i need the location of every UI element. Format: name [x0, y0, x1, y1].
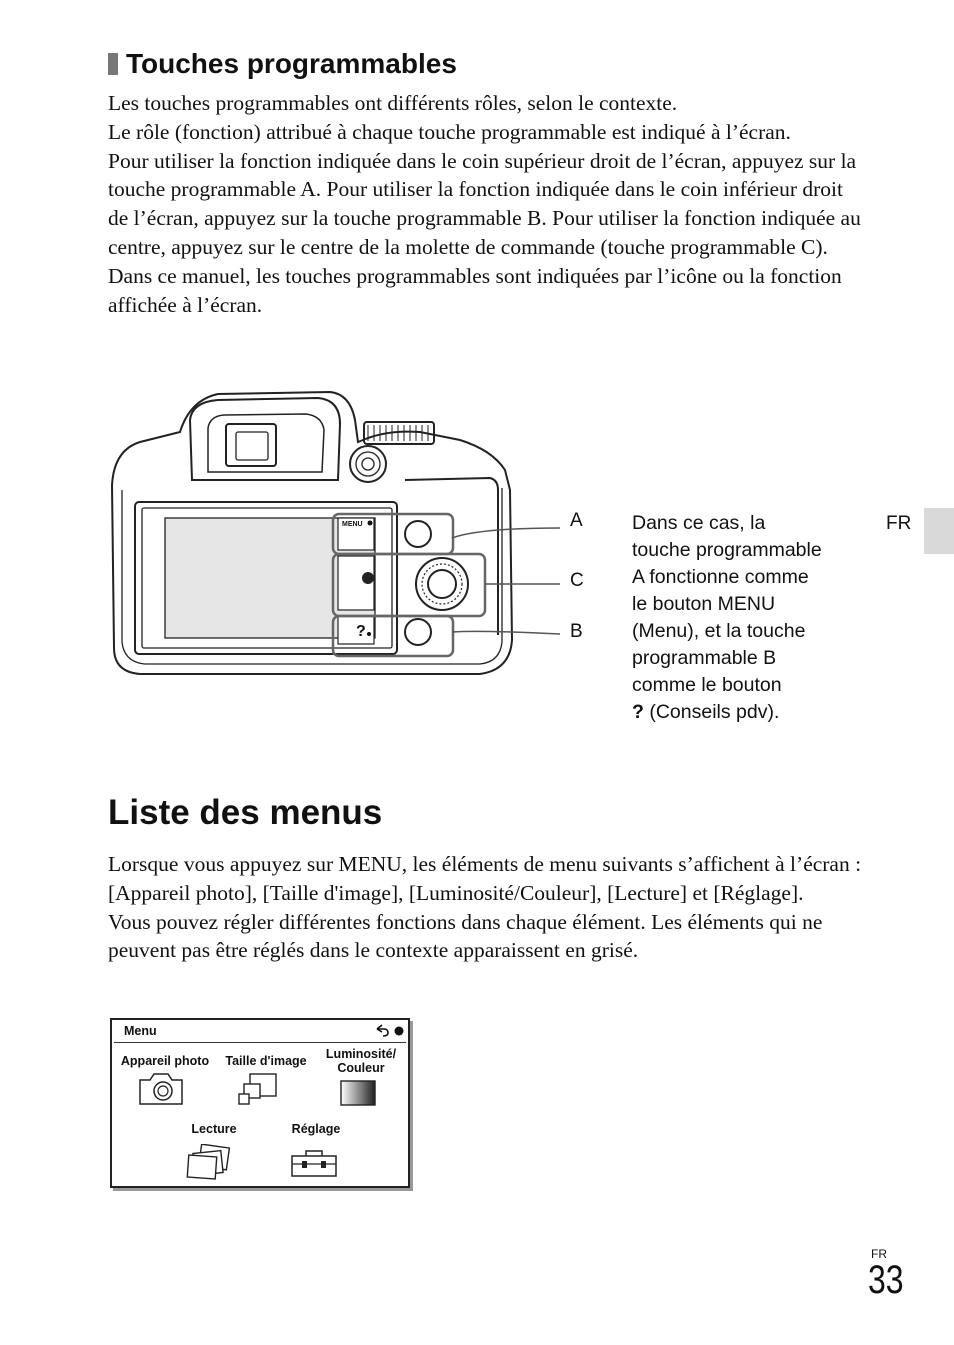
- camera-icon: [138, 1070, 186, 1108]
- callout-line-last: [632, 699, 872, 726]
- menu-item-luminosite-line2: Couleur: [337, 1061, 385, 1075]
- callout-last-text: (Conseils pdv).: [643, 701, 780, 723]
- label-b: B: [570, 621, 583, 642]
- menu-item-appareil-photo: Appareil photo: [120, 1054, 210, 1068]
- menu-screen-title: Menu: [124, 1024, 157, 1038]
- callout-line: (Menu), et la touche: [632, 620, 806, 642]
- footer-lang: FR: [871, 1247, 887, 1261]
- back-icon: [374, 1023, 406, 1039]
- intro-paragraph-2: Le rôle (fonction) attribué à chaque touche programmable est indiqué à l’écran.: [108, 119, 791, 144]
- callout-line: A fonctionne comme: [632, 566, 809, 588]
- toolbox-icon: [290, 1148, 340, 1178]
- menu-divider: [114, 1042, 406, 1043]
- image-size-icon: [238, 1072, 278, 1108]
- language-tab-label: FR: [886, 513, 912, 534]
- callout-line: programmable B: [632, 647, 777, 669]
- heading-marker: [108, 53, 118, 75]
- section-title: Touches programmables: [126, 48, 457, 79]
- menus-text: [108, 850, 868, 965]
- language-tab: [924, 508, 954, 554]
- intro-paragraph-3: Pour utiliser la fonction indiquée dans le coin supérieur droit de l’écran, appuyez sur la touche programmable A. Pour utiliser la fonction indiquée dans le coin inférieur droit de l’écran, appuyez sur la touche programmable B. Pour utiliser la fonction indiquée au centre, appuyez sur le centre de la molette de commande (touche programmable C).: [108, 148, 861, 259]
- menu-item-luminosite: [317, 1047, 405, 1075]
- menu-item-taille-image: Taille d'image: [225, 1054, 307, 1068]
- callout-line: le bouton MENU: [632, 593, 776, 615]
- section-heading: [108, 48, 457, 80]
- menus-paragraph-2: Vous pouvez régler différentes fonctions dans chaque élément. Les éléments qui ne peuvent pas être réglés dans le contexte apparaissent en grisé.: [108, 909, 823, 963]
- help-icon: ?: [632, 701, 644, 723]
- menu-item-luminosite-line1: Luminosité/: [325, 1047, 397, 1061]
- page-number: 33: [868, 1258, 904, 1302]
- menu-screen-illustration: [110, 1018, 410, 1188]
- screen-menu-label: MENU: [342, 521, 363, 528]
- label-c: C: [570, 570, 584, 591]
- intro-paragraph-1: Les touches programmables ont différents rôles, selon le contexte.: [108, 91, 678, 115]
- label-a: A: [570, 510, 583, 531]
- intro-text: [108, 89, 868, 319]
- callout-line: comme le bouton: [632, 674, 782, 696]
- playback-icon: [186, 1144, 242, 1180]
- menu-item-reglage: Réglage: [291, 1122, 341, 1136]
- camera-back-illustration: [100, 380, 640, 690]
- callout-line: Dans ce cas, la: [632, 512, 766, 534]
- screen-help-icon: ?: [356, 623, 366, 640]
- menus-paragraph-1: Lorsque vous appuyez sur MENU, les éléments de menu suivants s’affichent à l’écran : [Appareil photo], [Taille d'image], [Luminosité/Couleur], [Lecture] et [Réglage].: [108, 852, 862, 905]
- callout-line: touche programmable: [632, 539, 822, 561]
- intro-paragraph-4: Dans ce manuel, les touches programmables sont indiquées par l’icône ou la fonction affichée à l’écran.: [108, 263, 842, 317]
- menu-item-lecture: Lecture: [191, 1122, 237, 1136]
- brightness-color-icon: [340, 1080, 376, 1106]
- callout-text: [632, 510, 872, 726]
- menus-title: Liste des menus: [108, 793, 383, 832]
